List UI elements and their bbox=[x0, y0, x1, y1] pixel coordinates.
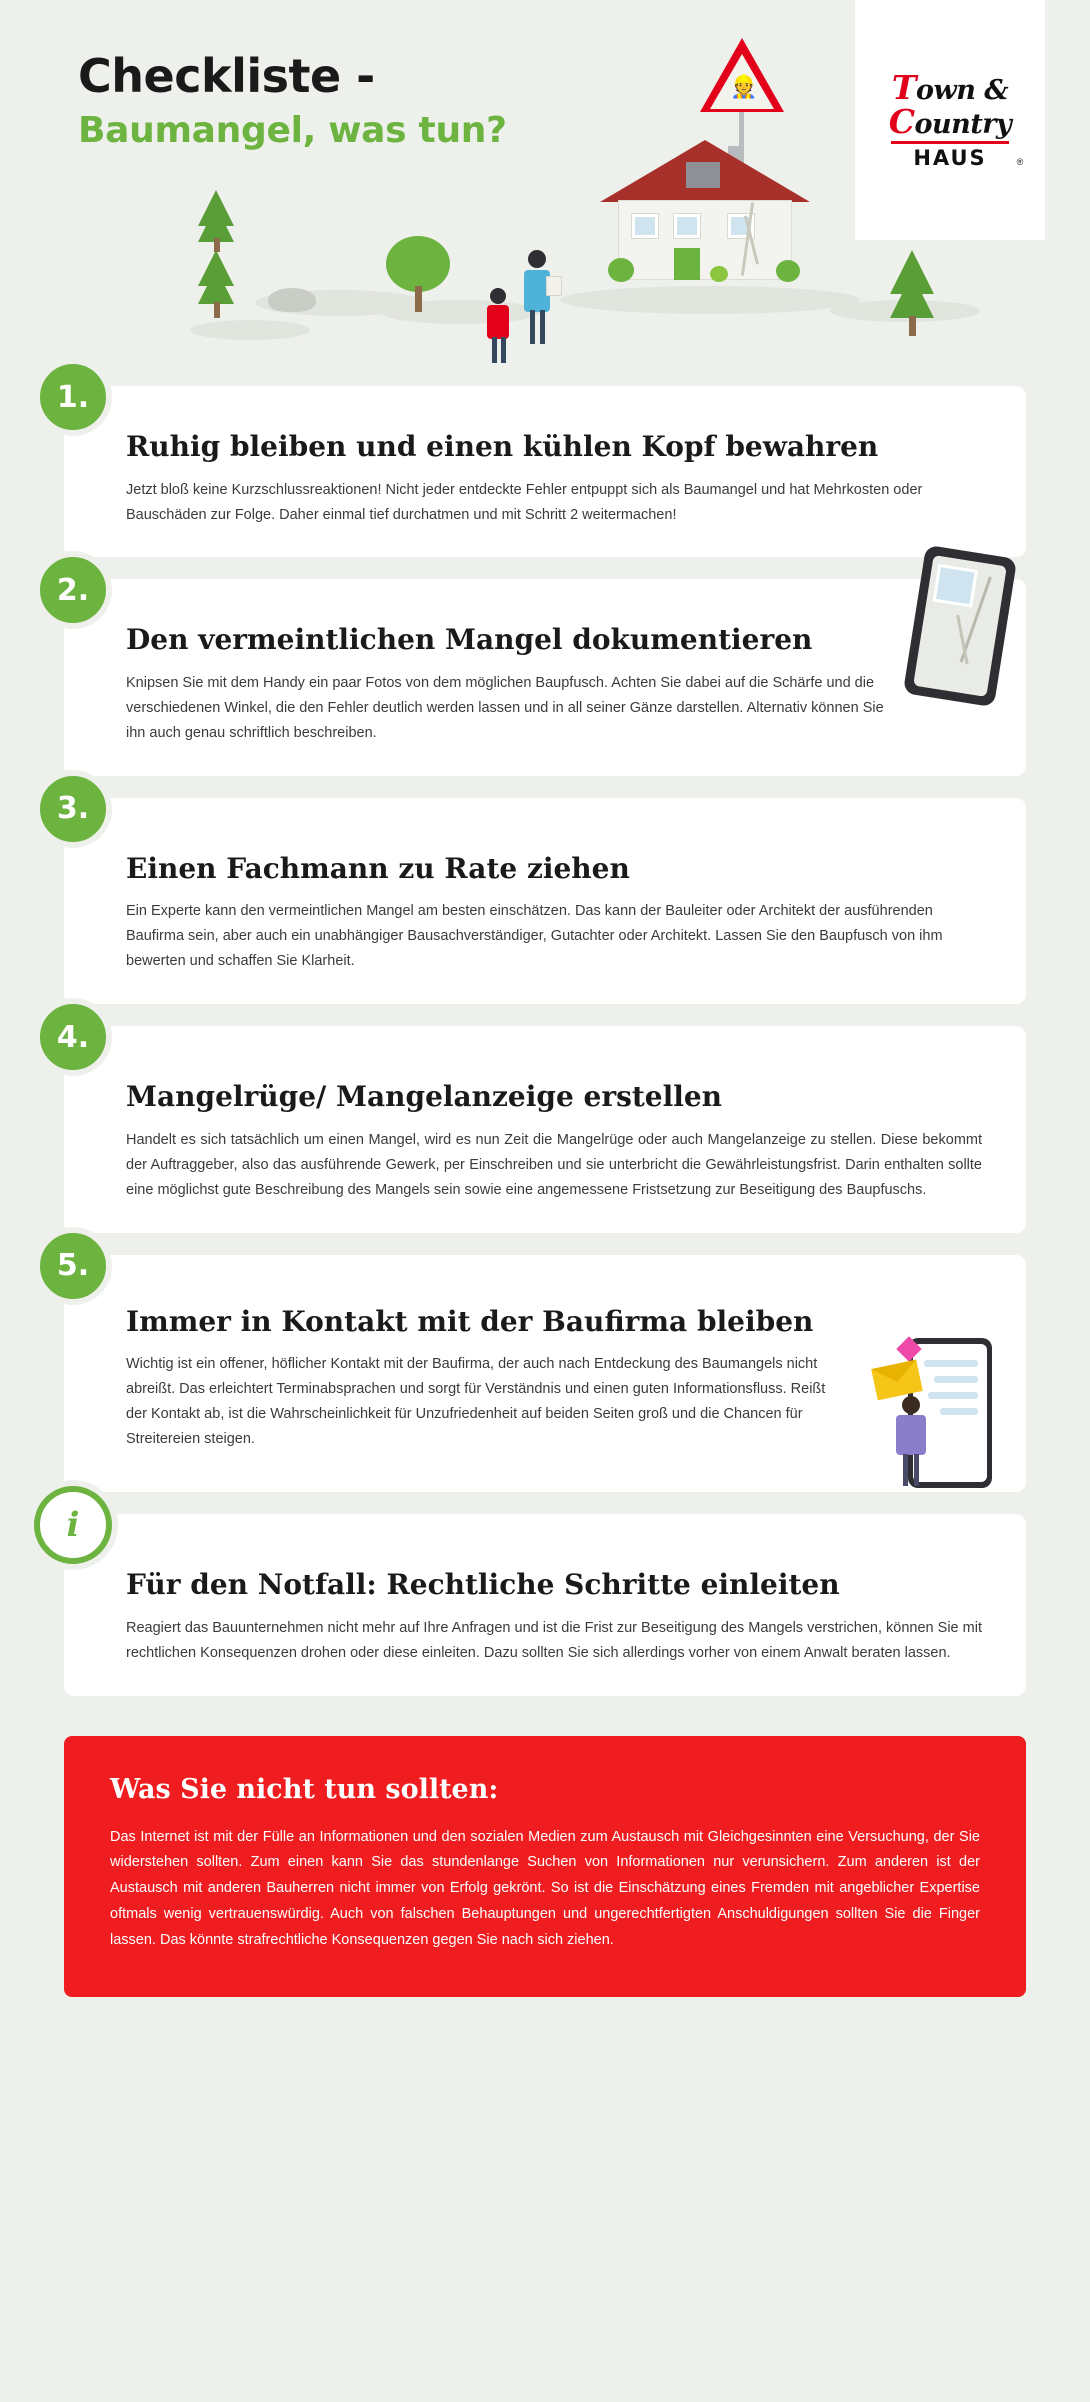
step-title: Den vermeintlichen Mangel dokumentieren bbox=[126, 623, 813, 657]
step-text: Handelt es sich tatsächlich um einen Mangel, wird es nun Zeit die Mangelrüge oder auch Mangelanzeige zu stellen. Diese bekommt der Auftraggeber, also das ausführende Gewerk, per Einschreiben und sie unterbricht die Gewährleistungsfrist. Darin enthalten sollte eine möglichst gute Beschreibung des Mangels sein sowie eine angemessene Fristsetzung zur Beseitigung des Baupfuschs. bbox=[126, 1131, 982, 1198]
bush-icon bbox=[710, 266, 728, 282]
step-title: Ruhig bleiben und einen kühlen Kopf bewahren bbox=[126, 430, 879, 463]
step-number-badge: 4. bbox=[34, 998, 112, 1076]
ground-blob bbox=[560, 286, 860, 314]
photo-window bbox=[933, 564, 978, 608]
logo-registered-mark: ® bbox=[1016, 157, 1024, 167]
brand-logo bbox=[855, 0, 1045, 240]
window-icon bbox=[632, 214, 658, 238]
step-item bbox=[56, 791, 1026, 1004]
info-badge-icon: i bbox=[34, 1486, 112, 1564]
step-title: Immer in Kontakt mit der Baufirma bleiben bbox=[126, 1304, 814, 1338]
logo-t: T bbox=[891, 68, 916, 107]
logo-line-1 bbox=[889, 68, 1011, 107]
header bbox=[0, 0, 1090, 380]
tree-icon bbox=[386, 236, 456, 322]
page-title: Checkliste - bbox=[78, 49, 375, 103]
step-title: Einen Fachmann zu Rate ziehen bbox=[126, 851, 630, 885]
step-text: Reagiert das Bauunternehmen nicht mehr auf Ihre Anfragen und ist die Frist zur Beseitigung des Mangels verstrichen, können Sie mit rechtlichen Konsequenzen drohen oder diese einleiten. Dazu sollten Sie sich allerdings vorher von einem Anwalt beraten lassen. bbox=[126, 1619, 982, 1661]
bush-icon bbox=[608, 258, 634, 282]
step-text: Jetzt bloß keine Kurzschlussreaktionen! Nicht jeder entdeckte Fehler entpuppt sich als Baumangel und hat Mehrkosten oder Bauschäden zur Folge. Daher einmal tief durchatmen und mit Schritt 2 weitermachen! bbox=[126, 481, 923, 523]
rock-icon bbox=[268, 288, 316, 312]
step-text: Ein Experte kann den vermeintlichen Mangel am besten einschätzen. Das kann der Bauleiter oder Architekt der ausführenden Baufirma sein, aber auch ein unabhängiger Bausachverständiger, Gutachter oder Architekt. Lassen Sie den Baupfusch von ihm bewerten und schaffen Sie Klarheit. bbox=[126, 903, 943, 970]
page-title-block bbox=[78, 49, 507, 151]
logo-ountry: ountry bbox=[914, 109, 1012, 140]
dormer-window bbox=[686, 162, 720, 188]
page-subtitle: Baumangel, was tun? bbox=[78, 109, 507, 151]
step-number-badge: 5. bbox=[34, 1227, 112, 1305]
house-icon bbox=[600, 140, 810, 290]
logo-c: C bbox=[888, 102, 915, 141]
bush-icon bbox=[776, 260, 800, 282]
step-title: Für den Notfall: Rechtliche Schritte einleiten bbox=[126, 1568, 840, 1602]
warning-text: Das Internet ist mit der Fülle an Informationen und den sozialen Medien zum Austausch mit Gleichgesinnten eine Versuchung, der Sie widerstehen sollten. Zum einen kann Sie das stundenlange Suchen von Informationen nur verunsichern. Zum anderen ist der Austausch mit anderen Bauherren nicht immer von Erfolg gekrönt. So ist die Einschätzung eines Fremden mit angeblicher Expertise oftmals wenig vertrauenswürdig. Auch von falschen Behauptungen und ungerechtfertigten Anschuldigungen sollten Sie die Finger lassen. Das könnte strafrechtliche Konsequenzen gegen Sie nach sich ziehen. bbox=[110, 1828, 980, 1948]
step-item bbox=[64, 1505, 1026, 1695]
window-icon bbox=[674, 214, 700, 238]
house-body bbox=[618, 200, 792, 280]
step-number-badge: 1. bbox=[34, 358, 112, 436]
tree-icon bbox=[196, 190, 240, 260]
step-number-badge: 2. bbox=[34, 551, 112, 629]
phone-photo-icon bbox=[903, 545, 1017, 708]
footer-spacer bbox=[0, 1997, 1090, 2043]
tree-icon bbox=[880, 250, 944, 340]
steps-list bbox=[0, 379, 1090, 1696]
person-icon bbox=[888, 1396, 942, 1492]
door-icon bbox=[674, 248, 700, 280]
phone-contact-icon bbox=[882, 1338, 992, 1498]
step-item bbox=[56, 379, 1026, 557]
step-item bbox=[56, 1019, 1026, 1232]
step-text: Knipsen Sie mit dem Handy ein paar Fotos von dem möglichen Baupfusch. Achten Sie dabei auf die Schärfe und die verschiedenen Winkel, die den Fehler deutlich werden lassen und in all seiner Gänze darstellen. Alternativ können Sie ihn auch genau schriftlich beschreiben. bbox=[126, 675, 884, 741]
logo-own: own & bbox=[915, 75, 1009, 106]
ground-blob bbox=[190, 320, 310, 340]
logo-underline bbox=[891, 141, 1009, 144]
warning-box bbox=[64, 1736, 1026, 1998]
step-number-badge: 3. bbox=[34, 770, 112, 848]
step-item bbox=[56, 572, 1026, 775]
tree-icon bbox=[196, 250, 240, 320]
construction-worker-icon: 👷 bbox=[730, 74, 758, 99]
warning-title: Was Sie nicht tun sollten: bbox=[110, 1773, 499, 1805]
step-item bbox=[56, 1248, 1026, 1492]
step-text: Wichtig ist ein offener, höflicher Kontakt mit der Baufirma, der auch nach Entdeckung des Baumangels nicht abreißt. Das erleichtert Terminabsprachen und sorgt für Verständnis und einen guten Informationsfluss. Reißt der Kontakt ab, ist die Wahrscheinlichkeit für Unzufriedenheit auf beiden Seiten groß und die Chancen für Streitereien steigen. bbox=[126, 1356, 826, 1448]
person-child-icon bbox=[482, 288, 516, 374]
step-title: Mangelrüge/ Mangelanzeige erstellen bbox=[126, 1080, 723, 1114]
logo-line-3: HAUS bbox=[913, 146, 987, 170]
person-adult-icon bbox=[516, 250, 556, 360]
logo-line-2 bbox=[888, 102, 1012, 141]
